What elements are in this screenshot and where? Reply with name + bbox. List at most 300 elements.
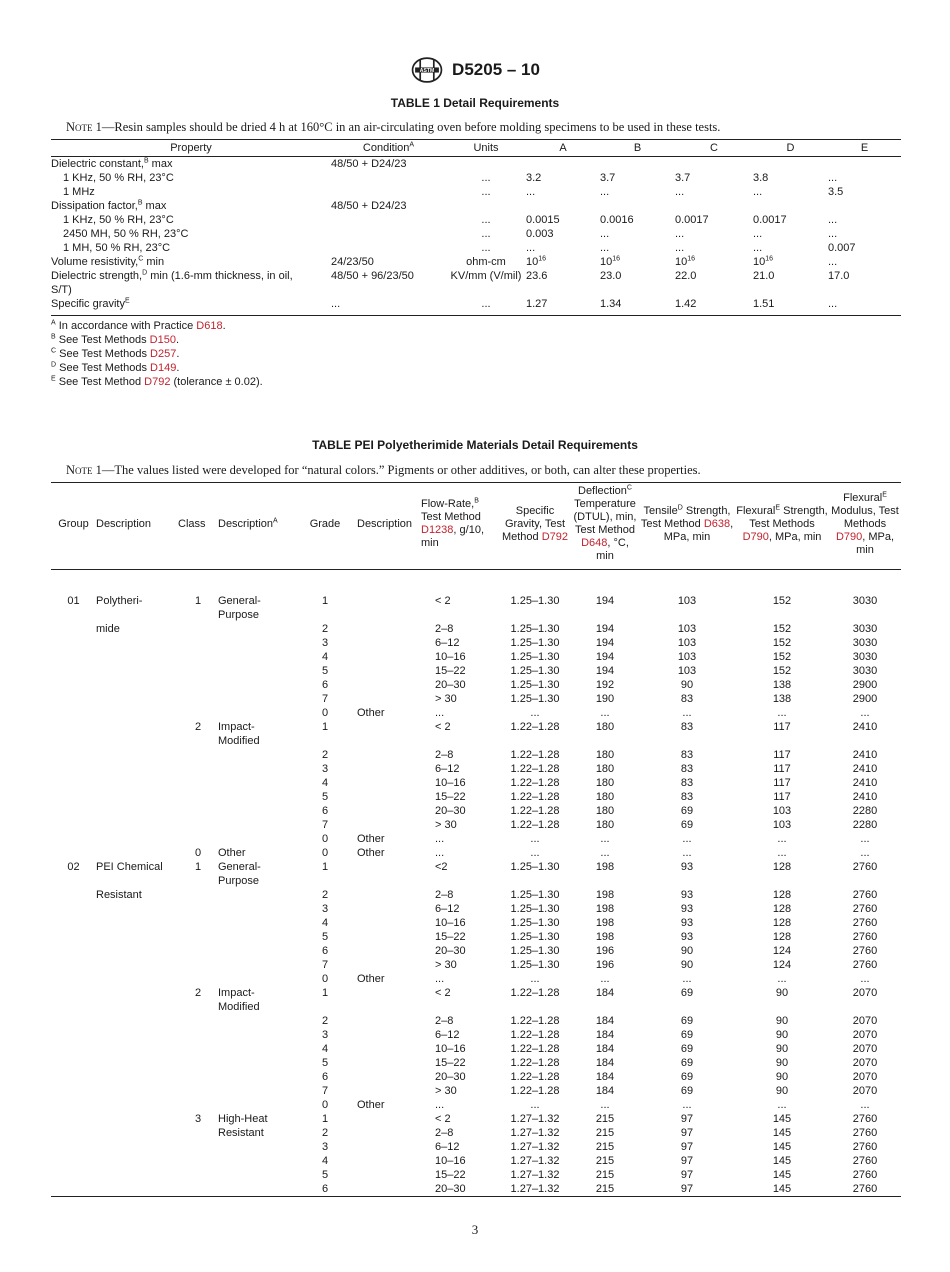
table1-title: TABLE 1 Detail Requirements — [390, 96, 560, 110]
table-cell: 2410 — [852, 791, 878, 803]
table-cell: 6–12 — [435, 903, 460, 915]
table-cell — [293, 734, 357, 748]
table-cell — [357, 748, 421, 762]
table-cell — [499, 734, 571, 748]
value-cell: $10^{16}$ — [675, 255, 696, 268]
table-cell: 83 — [680, 777, 694, 789]
reference-link[interactable]: D792 — [144, 376, 171, 388]
table-cell: 215 — [595, 1127, 615, 1139]
table-cell: 128 — [772, 861, 792, 873]
table-cell: 2760 — [852, 903, 878, 915]
table-cell — [51, 762, 96, 776]
table-cell: 6 — [321, 1071, 329, 1083]
reference-link[interactable]: D257 — [150, 348, 177, 360]
table-cell — [178, 1126, 218, 1140]
reference-link[interactable]: D618 — [196, 320, 223, 332]
table-cell: 69 — [680, 805, 694, 817]
table-cell — [735, 570, 829, 595]
table-row — [51, 860, 901, 874]
table-row — [51, 720, 901, 734]
table-cell — [218, 570, 293, 595]
table-cell — [357, 1140, 421, 1154]
table-row — [51, 1014, 901, 1028]
table-cell — [96, 706, 178, 720]
table-cell: 69 — [680, 1085, 694, 1097]
table-cell — [357, 1182, 421, 1197]
footnote-mark: A — [51, 319, 56, 327]
description-header: Description — [96, 483, 178, 570]
footnote-mark: E — [775, 503, 781, 511]
condition-cell — [331, 241, 446, 255]
table-cell: 1 — [321, 1113, 329, 1125]
value-cell: $10^{16}$ — [753, 255, 774, 268]
value-cell: ... — [753, 186, 763, 198]
table-cell: 152 — [772, 637, 792, 649]
table-cell: 2760 — [852, 1183, 878, 1195]
table-cell: 1.27–1.32 — [510, 1127, 560, 1139]
reference-link[interactable]: D638 — [703, 517, 731, 530]
table-cell — [178, 1168, 218, 1182]
table-cell — [357, 594, 421, 608]
table-cell — [293, 1000, 357, 1014]
table-cell: 180 — [595, 749, 615, 761]
table-row — [51, 1070, 901, 1084]
class-header: Class — [178, 483, 218, 570]
table-cell — [218, 1098, 293, 1112]
table-cell: Other — [357, 1099, 385, 1111]
table-cell: 01 — [67, 595, 80, 607]
table-cell — [178, 832, 218, 846]
value-cell: 3.2 — [526, 172, 542, 184]
footnote-mark: A — [409, 141, 415, 149]
value-cell — [675, 157, 753, 172]
value-cell — [526, 199, 600, 213]
table-cell — [218, 1140, 293, 1154]
value-cell: ... — [526, 186, 536, 198]
table-cell — [421, 874, 499, 888]
flow-rate-header: Flow-Rate,$^B$ Test Method D1238, g/10, min — [421, 483, 499, 570]
table-cell: 83 — [680, 721, 694, 733]
table-cell — [178, 1182, 218, 1197]
table-cell: 215 — [595, 1113, 615, 1125]
table-cell — [571, 1000, 639, 1014]
value-cell — [828, 199, 901, 213]
table-cell — [96, 1084, 178, 1098]
condition-cell: ... — [331, 298, 341, 310]
exponent: 16 — [687, 255, 696, 263]
table-cell — [51, 1140, 96, 1154]
table-cell: 1 — [194, 861, 202, 873]
table-cell: 184 — [595, 1071, 615, 1083]
table-cell — [218, 1014, 293, 1028]
table-cell — [51, 570, 96, 595]
table-cell: 3 — [321, 1029, 329, 1041]
table-cell: 1.27–1.32 — [510, 1141, 560, 1153]
table-cell: 180 — [595, 777, 615, 789]
table-cell — [178, 622, 218, 636]
table-cell: 3030 — [852, 595, 878, 607]
reference-link[interactable]: D150 — [149, 334, 176, 346]
property-cell: 2450 MH, 50 % RH, 23°C — [63, 228, 189, 240]
value-cell: ... — [675, 228, 685, 240]
table-cell: 194 — [595, 651, 615, 663]
table-cell: Other — [357, 707, 385, 719]
table-cell: 69 — [680, 1043, 694, 1055]
table-cell: Resistant — [96, 889, 142, 901]
grade-description-header: Description — [357, 483, 421, 570]
table-cell: 128 — [772, 917, 792, 929]
table-cell — [96, 1028, 178, 1042]
table-cell: 3030 — [852, 623, 878, 635]
deflection-header: Deflection$^C$ Temperature (DTUL), min, Test Method D648, °C, min — [571, 483, 639, 570]
table1-col-header: D — [753, 140, 828, 157]
table-cell — [829, 570, 901, 595]
value-cell: 3.8 — [753, 172, 769, 184]
table-cell: 2410 — [852, 749, 878, 761]
table-cell: 1.25–1.30 — [510, 861, 560, 873]
table1-row — [51, 213, 901, 227]
table-cell: Other — [357, 833, 385, 845]
table-cell — [96, 1056, 178, 1070]
table-cell — [96, 1140, 178, 1154]
table-cell: 15–22 — [435, 791, 466, 803]
table-cell — [218, 972, 293, 986]
page-header — [0, 55, 950, 85]
table-cell — [357, 986, 421, 1000]
table-row — [51, 706, 901, 720]
table-cell: 194 — [595, 623, 615, 635]
table-row — [51, 622, 901, 636]
table-cell: 2 — [321, 1015, 329, 1027]
table-cell: 2760 — [852, 861, 878, 873]
table-cell: 145 — [772, 1141, 792, 1153]
table-row — [51, 902, 901, 916]
value-cell — [600, 157, 675, 172]
reference-link[interactable]: D1238 — [421, 524, 454, 536]
table-cell — [571, 608, 639, 622]
table-cell: Purpose — [218, 609, 259, 621]
table-cell: 2 — [321, 623, 329, 635]
table-cell — [51, 888, 96, 902]
table-cell — [178, 776, 218, 790]
table-cell: 184 — [595, 987, 615, 999]
table-cell: 128 — [772, 889, 792, 901]
table-cell — [51, 902, 96, 916]
table-cell: ... — [530, 707, 540, 719]
table-cell — [51, 678, 96, 692]
table-cell: 83 — [680, 763, 694, 775]
table-cell: 2900 — [852, 679, 878, 691]
table-cell — [178, 916, 218, 930]
value-cell: ... — [600, 186, 610, 198]
table-cell: 194 — [595, 665, 615, 677]
table-cell — [735, 734, 829, 748]
table-cell: 190 — [595, 693, 615, 705]
table-cell — [421, 1000, 499, 1014]
reference-link[interactable]: D149 — [150, 362, 177, 374]
table-cell: 83 — [680, 791, 694, 803]
table-cell — [96, 692, 178, 706]
table-cell: ... — [682, 707, 692, 719]
table1-header-row — [51, 140, 901, 157]
table-pei-title: TABLE PEI Polyetherimide Materials Detail Requirements — [312, 438, 638, 452]
table-cell — [96, 1182, 178, 1197]
footnote: $^B$ See Test Methods D150. — [51, 333, 179, 346]
table-cell — [51, 1112, 96, 1126]
footnote: $^E$ See Test Method D792 (tolerance ± 0.02). — [51, 375, 263, 388]
table-cell: < 2 — [435, 1113, 451, 1125]
table-cell: < 2 — [435, 721, 451, 733]
table1-row — [51, 171, 901, 185]
footnote: $^A$ In accordance with Practice D618. — [51, 319, 226, 332]
table-cell: General- — [218, 595, 261, 607]
table-row — [51, 1056, 901, 1070]
table-cell: 7 — [321, 1085, 329, 1097]
footnote-mark: B — [143, 157, 149, 165]
table-cell: 180 — [595, 763, 615, 775]
table-cell — [178, 958, 218, 972]
table-cell — [96, 748, 178, 762]
table-cell: 3030 — [852, 637, 878, 649]
table-cell: 4 — [321, 1155, 329, 1167]
table-cell — [178, 818, 218, 832]
table-cell: 3030 — [852, 665, 878, 677]
table-cell: 138 — [772, 693, 792, 705]
table-cell: 2070 — [852, 1085, 878, 1097]
table-cell — [357, 678, 421, 692]
property-cell: 1 KHz, 50 % RH, 23°C — [63, 214, 174, 226]
table-cell — [218, 776, 293, 790]
table-cell — [51, 790, 96, 804]
table-cell: 69 — [680, 987, 694, 999]
table-pei-note: Note 1—The values listed were developed for “natural colors.” Pigments or other additives, or both, can alter these properties. — [66, 463, 701, 477]
table-cell: 2280 — [852, 819, 878, 831]
table-pei — [51, 482, 901, 1197]
table-cell — [178, 1154, 218, 1168]
table-cell: < 2 — [435, 595, 451, 607]
table-cell — [178, 1084, 218, 1098]
table-cell: 10–16 — [435, 1043, 466, 1055]
property-cell: Dielectric strength,$^D$ min (1.6-mm thickness, in oil, S/T) — [51, 269, 293, 296]
table-cell: 7 — [321, 959, 329, 971]
astm-logo-icon — [410, 56, 444, 84]
reference-link[interactable]: D790 — [835, 530, 863, 543]
table-cell — [218, 692, 293, 706]
reference-link[interactable]: D648 — [581, 537, 608, 549]
table-cell: ... — [777, 973, 787, 985]
table-cell: mide — [96, 623, 120, 635]
table-cell: 2070 — [852, 1043, 878, 1055]
table-cell: 3 — [321, 637, 329, 649]
table-cell — [357, 1112, 421, 1126]
table-cell — [178, 636, 218, 650]
table-cell: 0 — [194, 847, 202, 859]
table1-row — [51, 269, 901, 297]
value-cell: 3.7 — [600, 172, 616, 184]
table-cell: 0 — [321, 847, 329, 859]
table-cell — [51, 1084, 96, 1098]
grade-header: Grade — [293, 483, 357, 570]
table-cell — [293, 874, 357, 888]
table-cell: 20–30 — [435, 1071, 466, 1083]
table-row — [51, 608, 901, 622]
value-cell: 3.7 — [675, 172, 691, 184]
reference-link[interactable]: D790 — [742, 530, 769, 543]
table-cell — [178, 1014, 218, 1028]
table-cell — [51, 734, 96, 748]
table-cell — [96, 916, 178, 930]
value-cell: ... — [675, 186, 685, 198]
table-cell: 184 — [595, 1043, 615, 1055]
table-cell: 1 — [321, 721, 329, 733]
table-cell: > 30 — [435, 819, 457, 831]
table-cell: 2070 — [852, 1057, 878, 1069]
table-cell — [357, 888, 421, 902]
table-cell: 2410 — [852, 721, 878, 733]
table-row — [51, 1028, 901, 1042]
table-cell: 194 — [595, 637, 615, 649]
table-cell: < 2 — [435, 987, 451, 999]
table-cell: 180 — [595, 819, 615, 831]
table-cell — [357, 1028, 421, 1042]
property-cell: Dielectric constant,$^B$ max — [51, 157, 173, 170]
table-cell — [357, 916, 421, 930]
value-cell: 1.51 — [753, 298, 775, 310]
table-cell: ... — [530, 1099, 540, 1111]
table-cell: ... — [435, 973, 445, 985]
table-cell: 5 — [321, 665, 329, 677]
table-cell: 0 — [321, 973, 329, 985]
table-cell: 93 — [680, 889, 694, 901]
table-cell: 2–8 — [435, 889, 454, 901]
value-cell: $10^{16}$ — [600, 255, 621, 268]
table-cell: 2280 — [852, 805, 878, 817]
reference-link[interactable]: D792 — [541, 530, 569, 543]
value-cell: ... — [675, 242, 685, 254]
table-cell — [96, 734, 178, 748]
table-cell: 117 — [773, 749, 791, 761]
table-cell — [639, 874, 735, 888]
table-cell — [639, 608, 735, 622]
value-cell: ... — [600, 228, 610, 240]
table-cell: 2760 — [852, 945, 878, 957]
table-cell — [51, 1168, 96, 1182]
table-cell: ... — [860, 973, 870, 985]
table-cell: ... — [860, 707, 870, 719]
table-cell: 90 — [775, 1085, 789, 1097]
table-cell: 97 — [680, 1141, 694, 1153]
table-cell: 180 — [595, 805, 615, 817]
table-cell: 93 — [680, 903, 694, 915]
table-cell — [51, 958, 96, 972]
table-cell: 2760 — [852, 917, 878, 929]
table-cell — [639, 570, 735, 595]
footnote-mark: A — [273, 516, 278, 524]
table-cell: 1.25–1.30 — [510, 917, 560, 929]
table-cell: 0 — [321, 1099, 329, 1111]
table-cell: 69 — [680, 1015, 694, 1027]
table-cell: ... — [777, 847, 787, 859]
condition-cell: 48/50 + 96/23/50 — [331, 270, 414, 282]
table-cell: Other — [357, 847, 385, 859]
table-cell — [357, 1042, 421, 1056]
table-cell — [51, 972, 96, 986]
table-cell: 198 — [595, 931, 615, 943]
table-cell: 02 — [67, 861, 80, 873]
table-cell — [178, 1140, 218, 1154]
table-cell: 90 — [775, 1029, 789, 1041]
value-cell — [753, 199, 828, 213]
table-cell: 1.25–1.30 — [510, 693, 560, 705]
table-cell — [829, 608, 901, 622]
table-cell — [293, 608, 357, 622]
table-cell: 10–16 — [435, 1155, 466, 1167]
table-cell: General- — [218, 861, 261, 873]
table-cell: 1.25–1.30 — [510, 931, 560, 943]
table-cell: 90 — [775, 1057, 789, 1069]
table-cell — [639, 1000, 735, 1014]
table-cell — [178, 1056, 218, 1070]
table1-row — [51, 227, 901, 241]
table-cell — [218, 944, 293, 958]
table-cell — [357, 1084, 421, 1098]
footnote-mark: C — [626, 484, 632, 492]
table-cell — [357, 1070, 421, 1084]
table-cell: Resistant — [218, 1127, 264, 1139]
table-cell: 15–22 — [435, 1169, 466, 1181]
value-cell: 1.42 — [675, 298, 697, 310]
table-cell: 145 — [772, 1169, 792, 1181]
class-description-header: Description$^A$ — [218, 483, 293, 570]
table-cell: Other — [357, 973, 385, 985]
table-cell: 180 — [595, 791, 615, 803]
table-cell: 145 — [772, 1113, 792, 1125]
table-row — [51, 818, 901, 832]
value-cell — [600, 199, 675, 213]
table-cell: 198 — [595, 861, 615, 873]
footnote-mark: C — [138, 255, 144, 263]
value-cell: ... — [828, 214, 838, 226]
table-row — [51, 650, 901, 664]
footnote-mark: B — [474, 497, 479, 505]
table-cell: Impact- — [218, 721, 255, 733]
table-cell: 6–12 — [435, 1029, 460, 1041]
table-cell — [178, 734, 218, 748]
table-cell — [178, 706, 218, 720]
table-cell: 2410 — [852, 763, 878, 775]
table1-col-header: Units — [446, 140, 526, 157]
table-cell: Impact- — [218, 987, 255, 999]
table-cell: ... — [682, 833, 692, 845]
table-cell: 5 — [321, 1169, 329, 1181]
table-cell: 6 — [321, 679, 329, 691]
table-cell — [571, 734, 639, 748]
table-cell — [96, 846, 178, 860]
table-cell: 69 — [680, 1057, 694, 1069]
table-cell: 3 — [321, 1141, 329, 1153]
table-row — [51, 1084, 901, 1098]
table-cell: 2 — [194, 721, 202, 733]
table-row — [51, 832, 901, 846]
table1-row — [51, 185, 901, 199]
table-pei-header-row — [51, 483, 901, 570]
table-cell: 2 — [321, 1127, 329, 1139]
table-cell: 128 — [772, 903, 792, 915]
table-cell — [218, 1070, 293, 1084]
table1-col-header: E — [828, 140, 901, 157]
exponent: 16 — [765, 255, 774, 263]
table-cell: ... — [777, 707, 787, 719]
